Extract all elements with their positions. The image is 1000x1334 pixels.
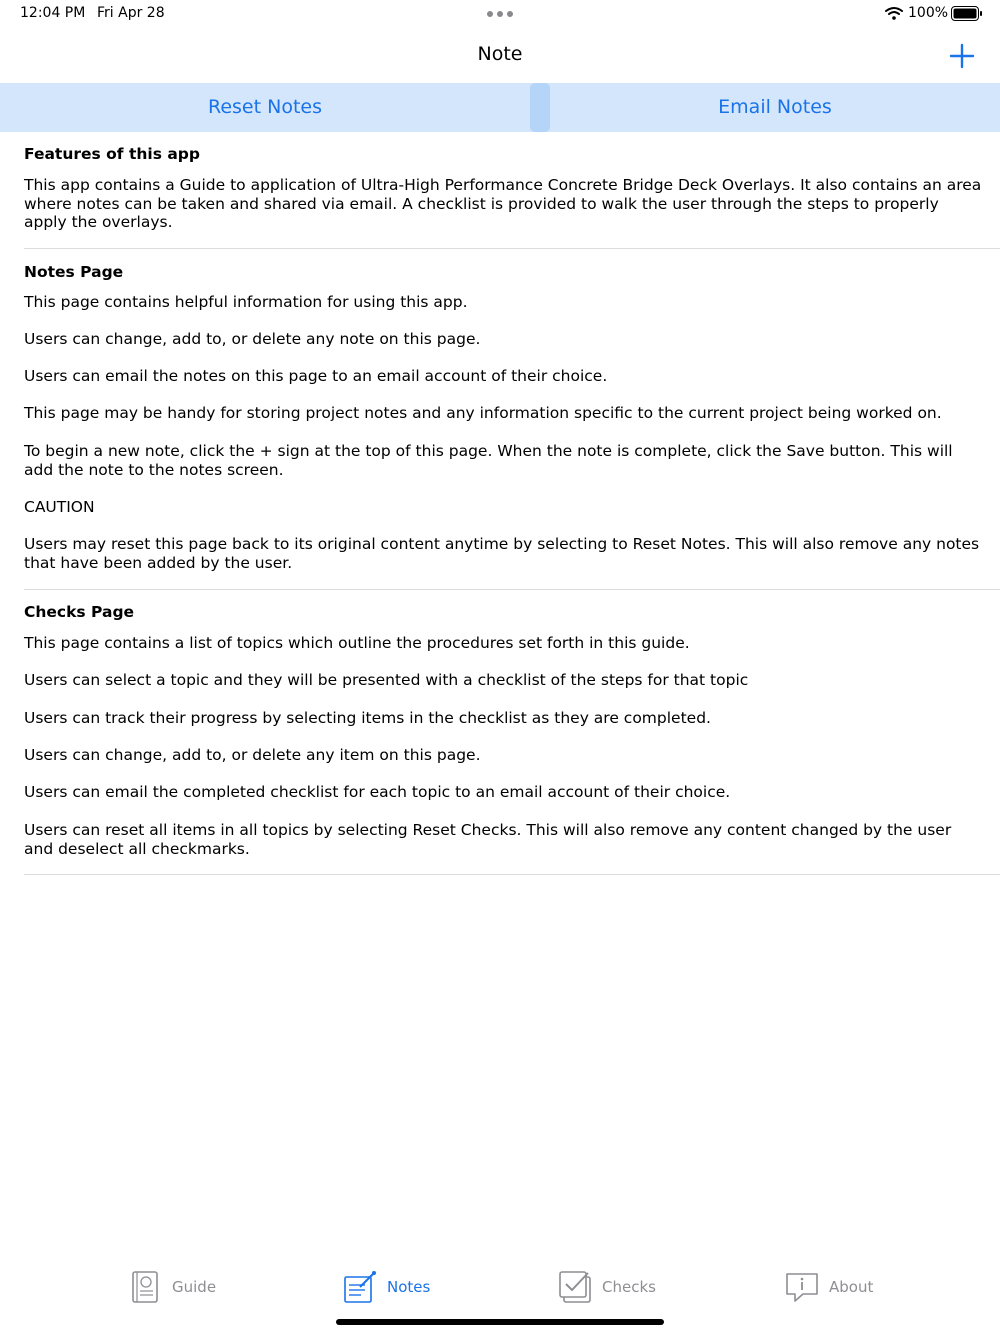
row-separator — [24, 589, 1000, 590]
navigation-bar — [0, 36, 1000, 76]
home-indicator[interactable] — [336, 1319, 664, 1325]
page-title: Note — [477, 43, 523, 65]
battery-percentage: 100% — [908, 5, 949, 21]
notes-pencil-icon — [343, 1270, 377, 1304]
reset-notes-button[interactable]: Reset Notes — [208, 96, 322, 118]
tab-notes[interactable] — [343, 1266, 430, 1308]
note-paragraph: To begin a new note, click the + sign at the top of this page. When the note is complete, click the Save button. This will add the note to the notes screen. — [24, 442, 953, 479]
note-paragraph: Users can select a topic and they will be presented with a checklist of the steps for that topic — [24, 671, 749, 689]
note-title: Features of this app — [24, 145, 200, 163]
tab-about[interactable] — [785, 1266, 873, 1308]
tab-label: About — [829, 1278, 874, 1296]
checkbox-icon — [558, 1270, 592, 1304]
note-paragraph: This app contains a Guide to application of Ultra-High Performance Concrete Bridge Deck Overlays. It also contains an area where notes can be taken and shared via email. A checklist is provided to walk the user through the steps to properly apply the overlays. — [24, 176, 982, 231]
note-paragraph: Users can email the notes on this page to an email account of their choice. — [24, 367, 608, 385]
email-notes-button[interactable]: Email Notes — [718, 96, 832, 118]
note-paragraph: This page contains a list of topics which outline the procedures set forth in this guide. — [24, 634, 690, 652]
note-paragraph: CAUTION — [24, 498, 95, 516]
row-separator — [24, 874, 1000, 875]
split-view-divider[interactable] — [530, 83, 550, 132]
tab-guide[interactable] — [128, 1266, 216, 1308]
note-title: Checks Page — [24, 603, 135, 621]
tab-checks[interactable] — [558, 1266, 656, 1308]
status-bar — [0, 0, 1000, 28]
status-time: 12:04 PM — [20, 5, 86, 21]
add-note-button[interactable] — [946, 40, 978, 72]
note-paragraph: Users can email the completed checklist for each topic to an email account of their choice. — [24, 783, 731, 801]
guide-book-icon — [128, 1270, 162, 1304]
note-paragraph: This page may be handy for storing project notes and any information specific to the current project being worked on. — [24, 404, 942, 422]
wifi-icon — [885, 6, 903, 20]
note-paragraph: Users can change, add to, or delete any note on this page. — [24, 330, 481, 348]
note-paragraph: Users can reset all items in all topics by selecting Reset Checks. This will also remove any content changed by the user and deselect all checkmarks. — [24, 821, 952, 858]
multitasking-dots-icon[interactable] — [487, 11, 513, 17]
plus-icon — [946, 40, 978, 72]
notes-action-bar — [0, 83, 1000, 132]
tab-label: Guide — [172, 1278, 217, 1296]
status-date: Fri Apr 28 — [97, 5, 165, 21]
info-bubble-icon — [785, 1270, 819, 1304]
note-paragraph: This page contains helpful information for using this app. — [24, 293, 468, 311]
battery-icon — [951, 6, 983, 21]
row-separator — [24, 248, 1000, 249]
tab-label: Checks — [602, 1278, 656, 1296]
tab-label: Notes — [387, 1278, 431, 1296]
note-paragraph: Users can track their progress by selecting items in the checklist as they are completed. — [24, 709, 711, 727]
note-paragraph: Users may reset this page back to its original content anytime by selecting to Reset Notes. This will also remove any notes that have been added by the user. — [24, 535, 980, 572]
note-paragraph: Users can change, add to, or delete any item on this page. — [24, 746, 481, 764]
note-title: Notes Page — [24, 263, 124, 281]
